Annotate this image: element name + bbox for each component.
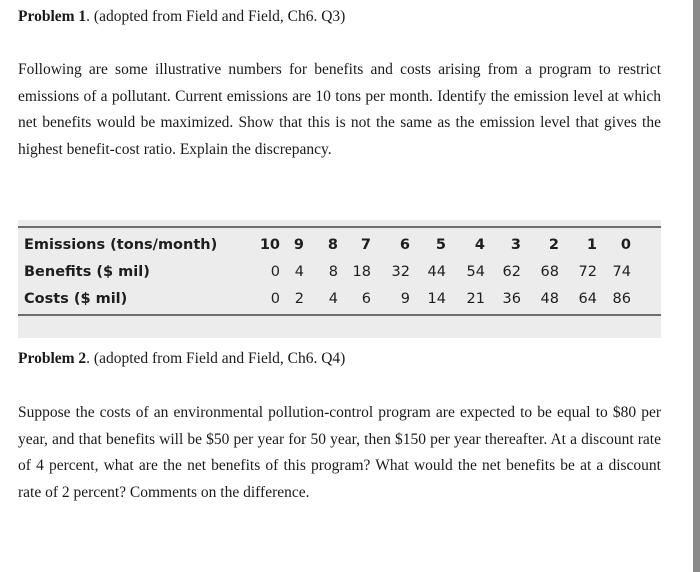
- table-cell: 0: [270, 291, 280, 307]
- problem-1-text: Following are some illustrative numbers for benefits and costs arising from a program to restrict emissions of a pollutant. Current emissions are 10 tons per month. Identify the emission level at which net benefits would be maximized. Show that this is not the same as the emission level that gives the highest benefit-cost ratio. Explain the discrepancy.: [18, 61, 661, 158]
- table-cell: 9: [293, 237, 304, 253]
- problem-2-heading: [18, 350, 345, 368]
- table-cell: 0: [620, 237, 631, 253]
- problem-1-source: . (adopted from Field and Field, Ch6. Q3): [86, 8, 346, 25]
- table-row-costs: [24, 291, 644, 315]
- problem-1-heading: [18, 8, 345, 26]
- table-cell: 86: [612, 291, 631, 307]
- table-cell: 2: [548, 237, 559, 253]
- table-top-rule: [18, 226, 661, 228]
- table-row-benefits: [24, 264, 644, 288]
- table-cell: 64: [578, 291, 597, 307]
- problem-2-source: . (adopted from Field and Field, Ch6. Q4): [86, 350, 346, 367]
- table-cell: 21: [466, 291, 485, 307]
- row-label: Benefits ($ mil): [24, 264, 150, 280]
- table-cell: 18: [352, 264, 371, 280]
- table-cell: 54: [466, 264, 485, 280]
- table-cell: 48: [540, 291, 559, 307]
- table-cell: 72: [578, 264, 597, 280]
- table-cell: 8: [327, 237, 338, 253]
- table-cell: 0: [270, 264, 280, 280]
- problem-2-label: Problem 2: [18, 350, 87, 367]
- table-cell: 32: [391, 264, 410, 280]
- window-edge-bar: [693, 0, 700, 572]
- table-cell: 2: [294, 291, 304, 307]
- table-cell: 68: [540, 264, 559, 280]
- table-cell: 14: [427, 291, 446, 307]
- table-row-emissions: [24, 237, 644, 261]
- problem-2-text: Suppose the costs of an environmental pollution-control program are expected to be equal to $80 per year, and that benefits will be $50 per year for 50 year, then $150 per year thereafter. At a discount rate of 4 percent, what are the net benefits of this program? What would the net benefits be at a discount rate of 2 percent? Comments on the difference.: [18, 404, 661, 501]
- table-cell: 4: [474, 237, 485, 253]
- table-cell: 74: [612, 264, 631, 280]
- row-label: Emissions (tons/month): [24, 237, 218, 253]
- problem-1-label: Problem 1: [18, 8, 87, 25]
- table-cell: 6: [399, 237, 410, 253]
- table-cell: 5: [435, 237, 446, 253]
- table-cell: 4: [328, 291, 338, 307]
- table-cell: 8: [328, 264, 338, 280]
- table-cell: 3: [510, 237, 521, 253]
- table-cell: 44: [427, 264, 446, 280]
- row-label: Costs ($ mil): [24, 291, 128, 307]
- table-cell: 9: [400, 291, 410, 307]
- table-cell: 62: [502, 264, 521, 280]
- table-cell: 10: [259, 237, 280, 253]
- table-cell: 4: [294, 264, 304, 280]
- table-cell: 36: [502, 291, 521, 307]
- table-cell: 6: [361, 291, 371, 307]
- table-cell: 1: [586, 237, 597, 253]
- table-cell: 7: [360, 237, 371, 253]
